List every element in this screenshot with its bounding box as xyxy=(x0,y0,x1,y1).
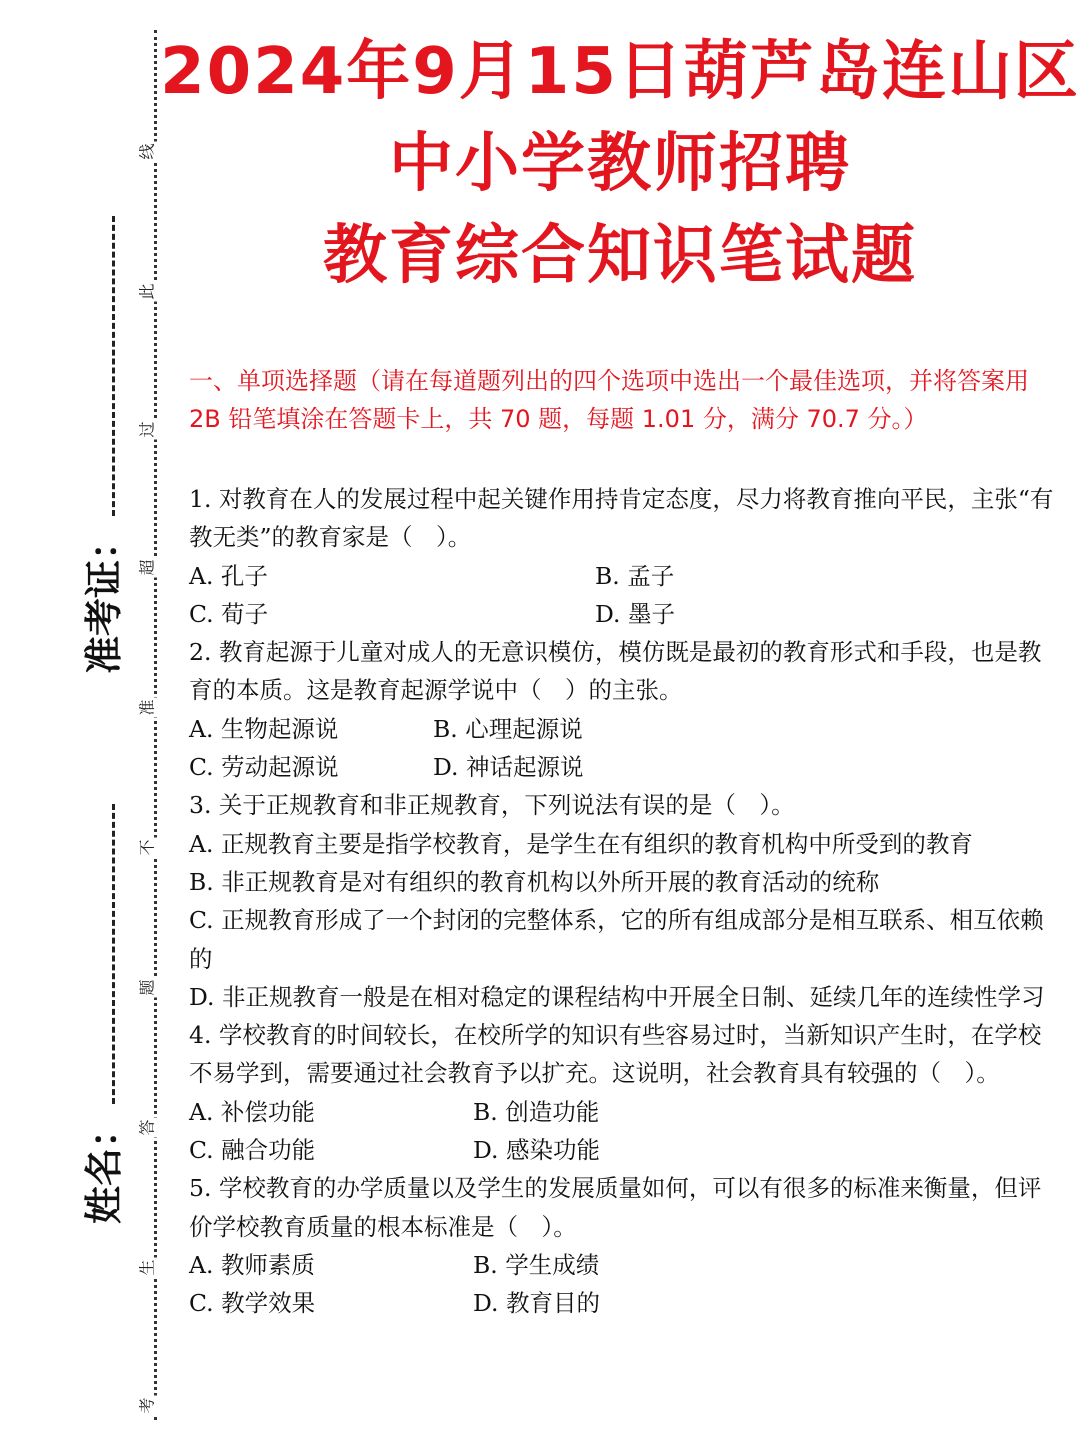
option-a: A. 正规教育主要是指学校教育，是学生在有组织的教育机构中所受到的教育 xyxy=(189,829,973,858)
seal-char: 题 xyxy=(135,978,158,998)
seal-char: 此 xyxy=(135,282,158,302)
question-4 xyxy=(189,1016,1059,1169)
question-stem: 5. 学校教育的办学质量以及学生的发展质量如何，可以有很多的标准来衡量，但评价学校教育质量的根本标准是（ ）。 xyxy=(189,1174,1042,1241)
options xyxy=(189,1246,1059,1323)
name-blank xyxy=(86,804,115,1104)
question-list xyxy=(189,480,1059,1323)
seal-char: 线 xyxy=(135,142,158,162)
option-d: D. 神话起源说 xyxy=(433,753,584,782)
question-stem: 2. 教育起源于儿童对成人的无意识模仿，模仿既是最初的教育形式和手段，也是教育的本质。这是教育起源学说中（ ）的主张。 xyxy=(189,638,1042,705)
question-5 xyxy=(189,1169,1059,1322)
seal-char: 超 xyxy=(135,558,158,578)
option-c: C. 教学效果 xyxy=(189,1289,316,1318)
option-c: C. 劳动起源说 xyxy=(189,753,339,782)
page-title xyxy=(160,26,1080,302)
seal-char: 过 xyxy=(135,420,158,440)
options xyxy=(189,710,1059,787)
option-c: C. 正规教育形成了一个封闭的完整体系，它的所有组成部分是相互联系、相互依赖的 xyxy=(189,906,1044,973)
exam-id-label: 准考证： xyxy=(81,521,126,674)
option-c: C. 融合功能 xyxy=(189,1136,316,1165)
option-b: B. 创造功能 xyxy=(473,1097,600,1126)
exam-id-field xyxy=(73,216,128,674)
option-a: A. 孔子 xyxy=(189,561,268,590)
seal-dotted-line xyxy=(154,30,157,1420)
seal-char: 考 xyxy=(135,1396,158,1416)
question-2 xyxy=(189,633,1059,786)
option-c: C. 荀子 xyxy=(189,599,269,628)
option-b: B. 心理起源说 xyxy=(433,714,583,743)
question-1 xyxy=(189,480,1059,633)
option-d: D. 教育目的 xyxy=(473,1289,600,1318)
seal-char: 生 xyxy=(135,1258,158,1278)
exam-id-blank xyxy=(86,216,115,516)
seal-char: 答 xyxy=(135,1118,158,1138)
title-line-2: 中小学教师招聘 xyxy=(389,127,851,201)
title-line-1: 2024年9月15日葫芦岛连山区 xyxy=(160,35,1080,109)
option-b: B. 学生成绩 xyxy=(473,1250,600,1279)
option-d: D. 墨子 xyxy=(595,599,675,628)
seal-char: 不 xyxy=(135,838,158,858)
option-a: A. 生物起源说 xyxy=(189,714,339,743)
question-stem: 3. 关于正规教育和非正规教育，下列说法有误的是（ ）。 xyxy=(189,791,795,820)
option-b: B. 非正规教育是对有组织的教育机构以外所开展的教育活动的统称 xyxy=(189,867,880,896)
option-d: D. 非正规教育一般是在相对稳定的课程结构中开展全日制、延续几年的连续性学习 xyxy=(189,982,1045,1011)
name-field xyxy=(73,804,128,1224)
option-b: B. 孟子 xyxy=(595,561,675,590)
options xyxy=(189,1093,1059,1170)
question-stem: 4. 学校教育的时间较长，在校所学的知识有些容易过时，当新知识产生时，在学校不易学到，需要通过社会教育予以扩充。这说明，社会教育具有较强的（ ）。 xyxy=(189,1021,1042,1088)
options xyxy=(189,557,1059,634)
option-d: D. 感染功能 xyxy=(473,1136,600,1165)
section-heading: 一、单项选择题（请在每道题列出的四个选项中选出一个最佳选项，并将答案用 2B 铅笔填涂在答题卡上，共 70 题，每题 1.01 分，满分 70.7 分。） xyxy=(189,367,1029,433)
name-label: 姓名： xyxy=(81,1110,126,1225)
seal-char: 准 xyxy=(135,698,158,718)
title-line-3: 教育综合知识笔试题 xyxy=(323,219,917,293)
option-a: A. 教师素质 xyxy=(189,1250,315,1279)
question-3 xyxy=(189,786,1059,1016)
option-a: A. 补偿功能 xyxy=(189,1097,315,1126)
question-stem: 1. 对教育在人的发展过程中起关键作用持肯定态度，尽力将教育推向平民，主张“有教无类”的教育家是（ ）。 xyxy=(189,485,1054,552)
